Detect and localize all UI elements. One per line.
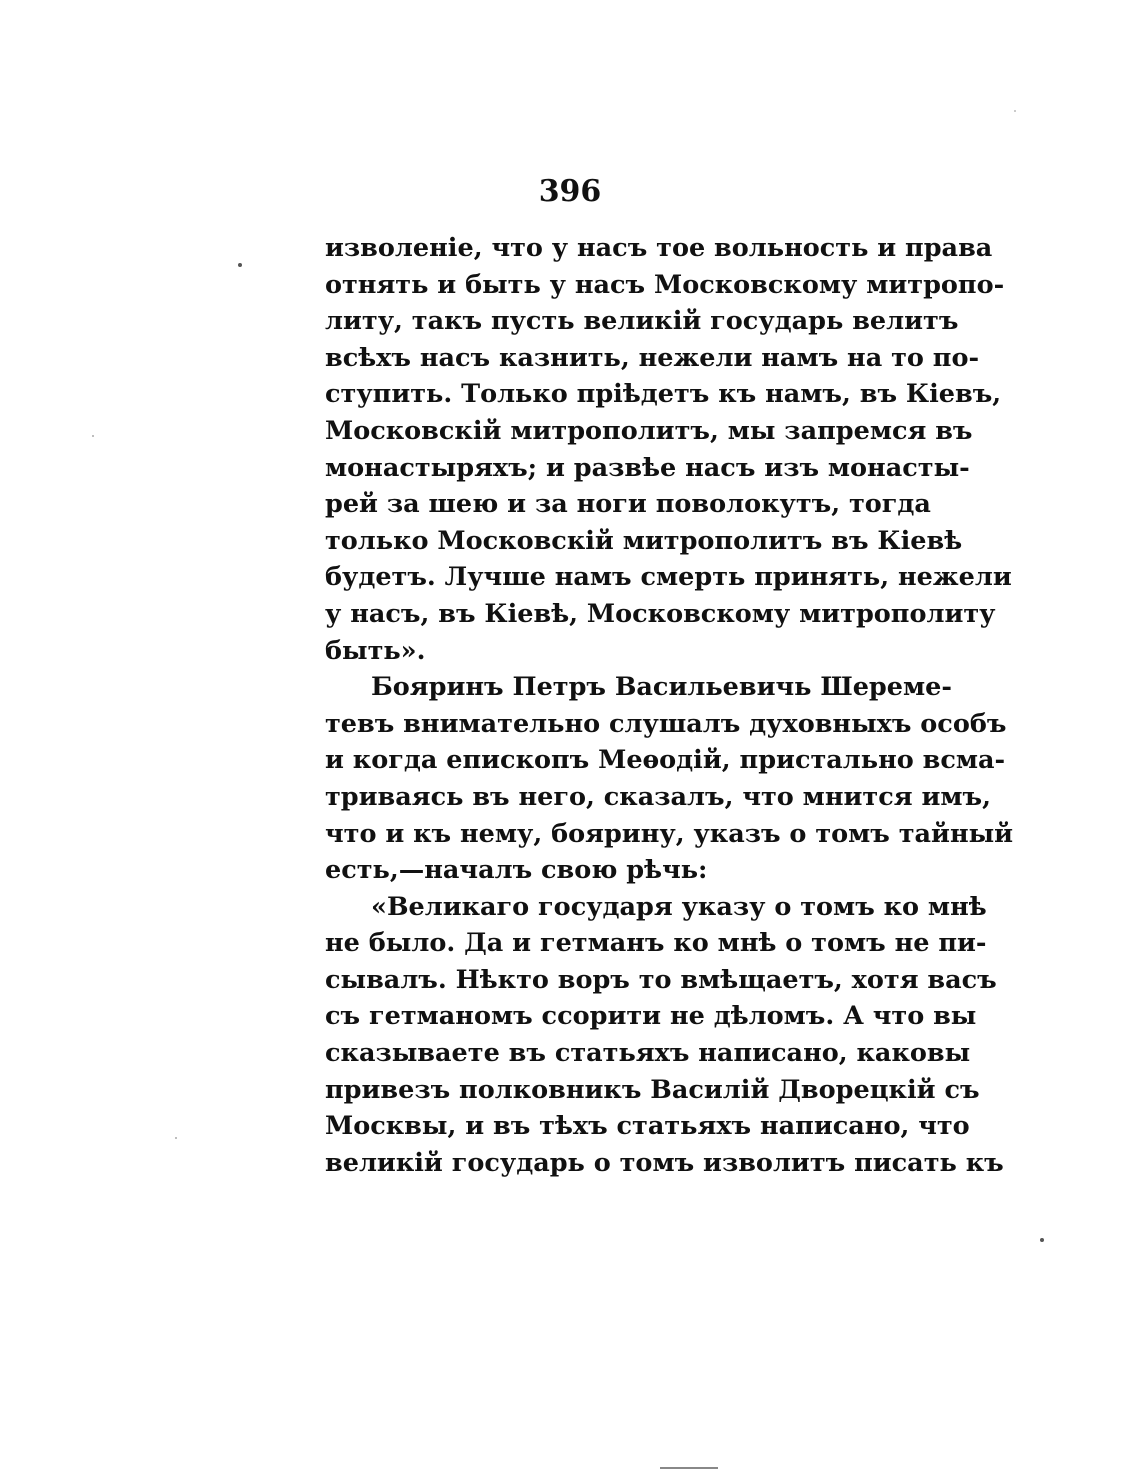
text-line: будетъ. Лучше намъ смерть принять, нежели bbox=[325, 562, 1012, 593]
text-line: триваясь въ него, сказалъ, что мнится имъ, bbox=[325, 781, 991, 812]
text-line: изволеніе, что у насъ тое вольность и права bbox=[325, 233, 993, 263]
text-line: быть». bbox=[325, 635, 426, 666]
scan-speck bbox=[238, 263, 242, 267]
text-line: сывалъ. Нѣкто воръ то вмѣщаетъ, хотя васъ bbox=[325, 964, 997, 995]
text-line: монастыряхъ; и развѣе насъ изъ монасты- bbox=[325, 452, 970, 483]
text-line: Бояринъ Петръ Васильевичь Шереме- bbox=[371, 672, 952, 703]
scan-speck bbox=[1040, 1238, 1044, 1242]
body-text bbox=[325, 230, 1014, 1181]
text-line: и когда епископъ Меѳодій, пристально всма- bbox=[325, 745, 1006, 776]
text-line: есть,—началъ свою рѣчь: bbox=[325, 855, 708, 886]
text-line: «Великаго государя указу о томъ ко мнѣ bbox=[371, 891, 987, 922]
text-line: у насъ, въ Кіевѣ, Московскому митрополиту bbox=[325, 598, 996, 629]
scan-edge-mark bbox=[660, 1467, 718, 1469]
text-line: Московскій митрополитъ, мы запремся въ bbox=[325, 415, 973, 446]
text-line: литу, такъ пусть великій государь велитъ bbox=[325, 306, 959, 337]
page-number: 396 bbox=[538, 174, 602, 209]
text-line: Москвы, и въ тѣхъ статьяхъ написано, что bbox=[325, 1111, 970, 1142]
text-line: что и къ нему, боярину, указъ о томъ тайный bbox=[325, 818, 1014, 849]
text-line: сказываете въ статьяхъ написано, каковы bbox=[325, 1038, 971, 1069]
text-line: съ гетманомъ ссорити не дѣломъ. А что вы bbox=[325, 1001, 977, 1032]
scan-speck bbox=[92, 435, 94, 437]
text-line: всѣхъ насъ казнить, нежели намъ на то по- bbox=[325, 342, 980, 373]
text-line: не было. Да и гетманъ ко мнѣ о томъ не пи- bbox=[325, 928, 987, 959]
text-line: рей за шею и за ноги поволокутъ, тогда bbox=[325, 489, 931, 520]
text-line: привезъ полковникъ Василій Дворецкій съ bbox=[325, 1074, 980, 1105]
text-line: отнять и быть у насъ Московскому митропо- bbox=[325, 269, 1005, 300]
text-line: только Московскій митрополитъ въ Кіевѣ bbox=[325, 525, 963, 556]
text-line: ступить. Только пріѣдетъ къ намъ, въ Кіевъ, bbox=[325, 379, 1002, 410]
text-line: великій государь о томъ изволитъ писать къ bbox=[325, 1147, 1004, 1178]
scan-speck bbox=[175, 1137, 177, 1139]
text-line: тевъ внимательно слушалъ духовныхъ особъ bbox=[325, 708, 1007, 739]
scan-speck bbox=[1014, 110, 1016, 112]
